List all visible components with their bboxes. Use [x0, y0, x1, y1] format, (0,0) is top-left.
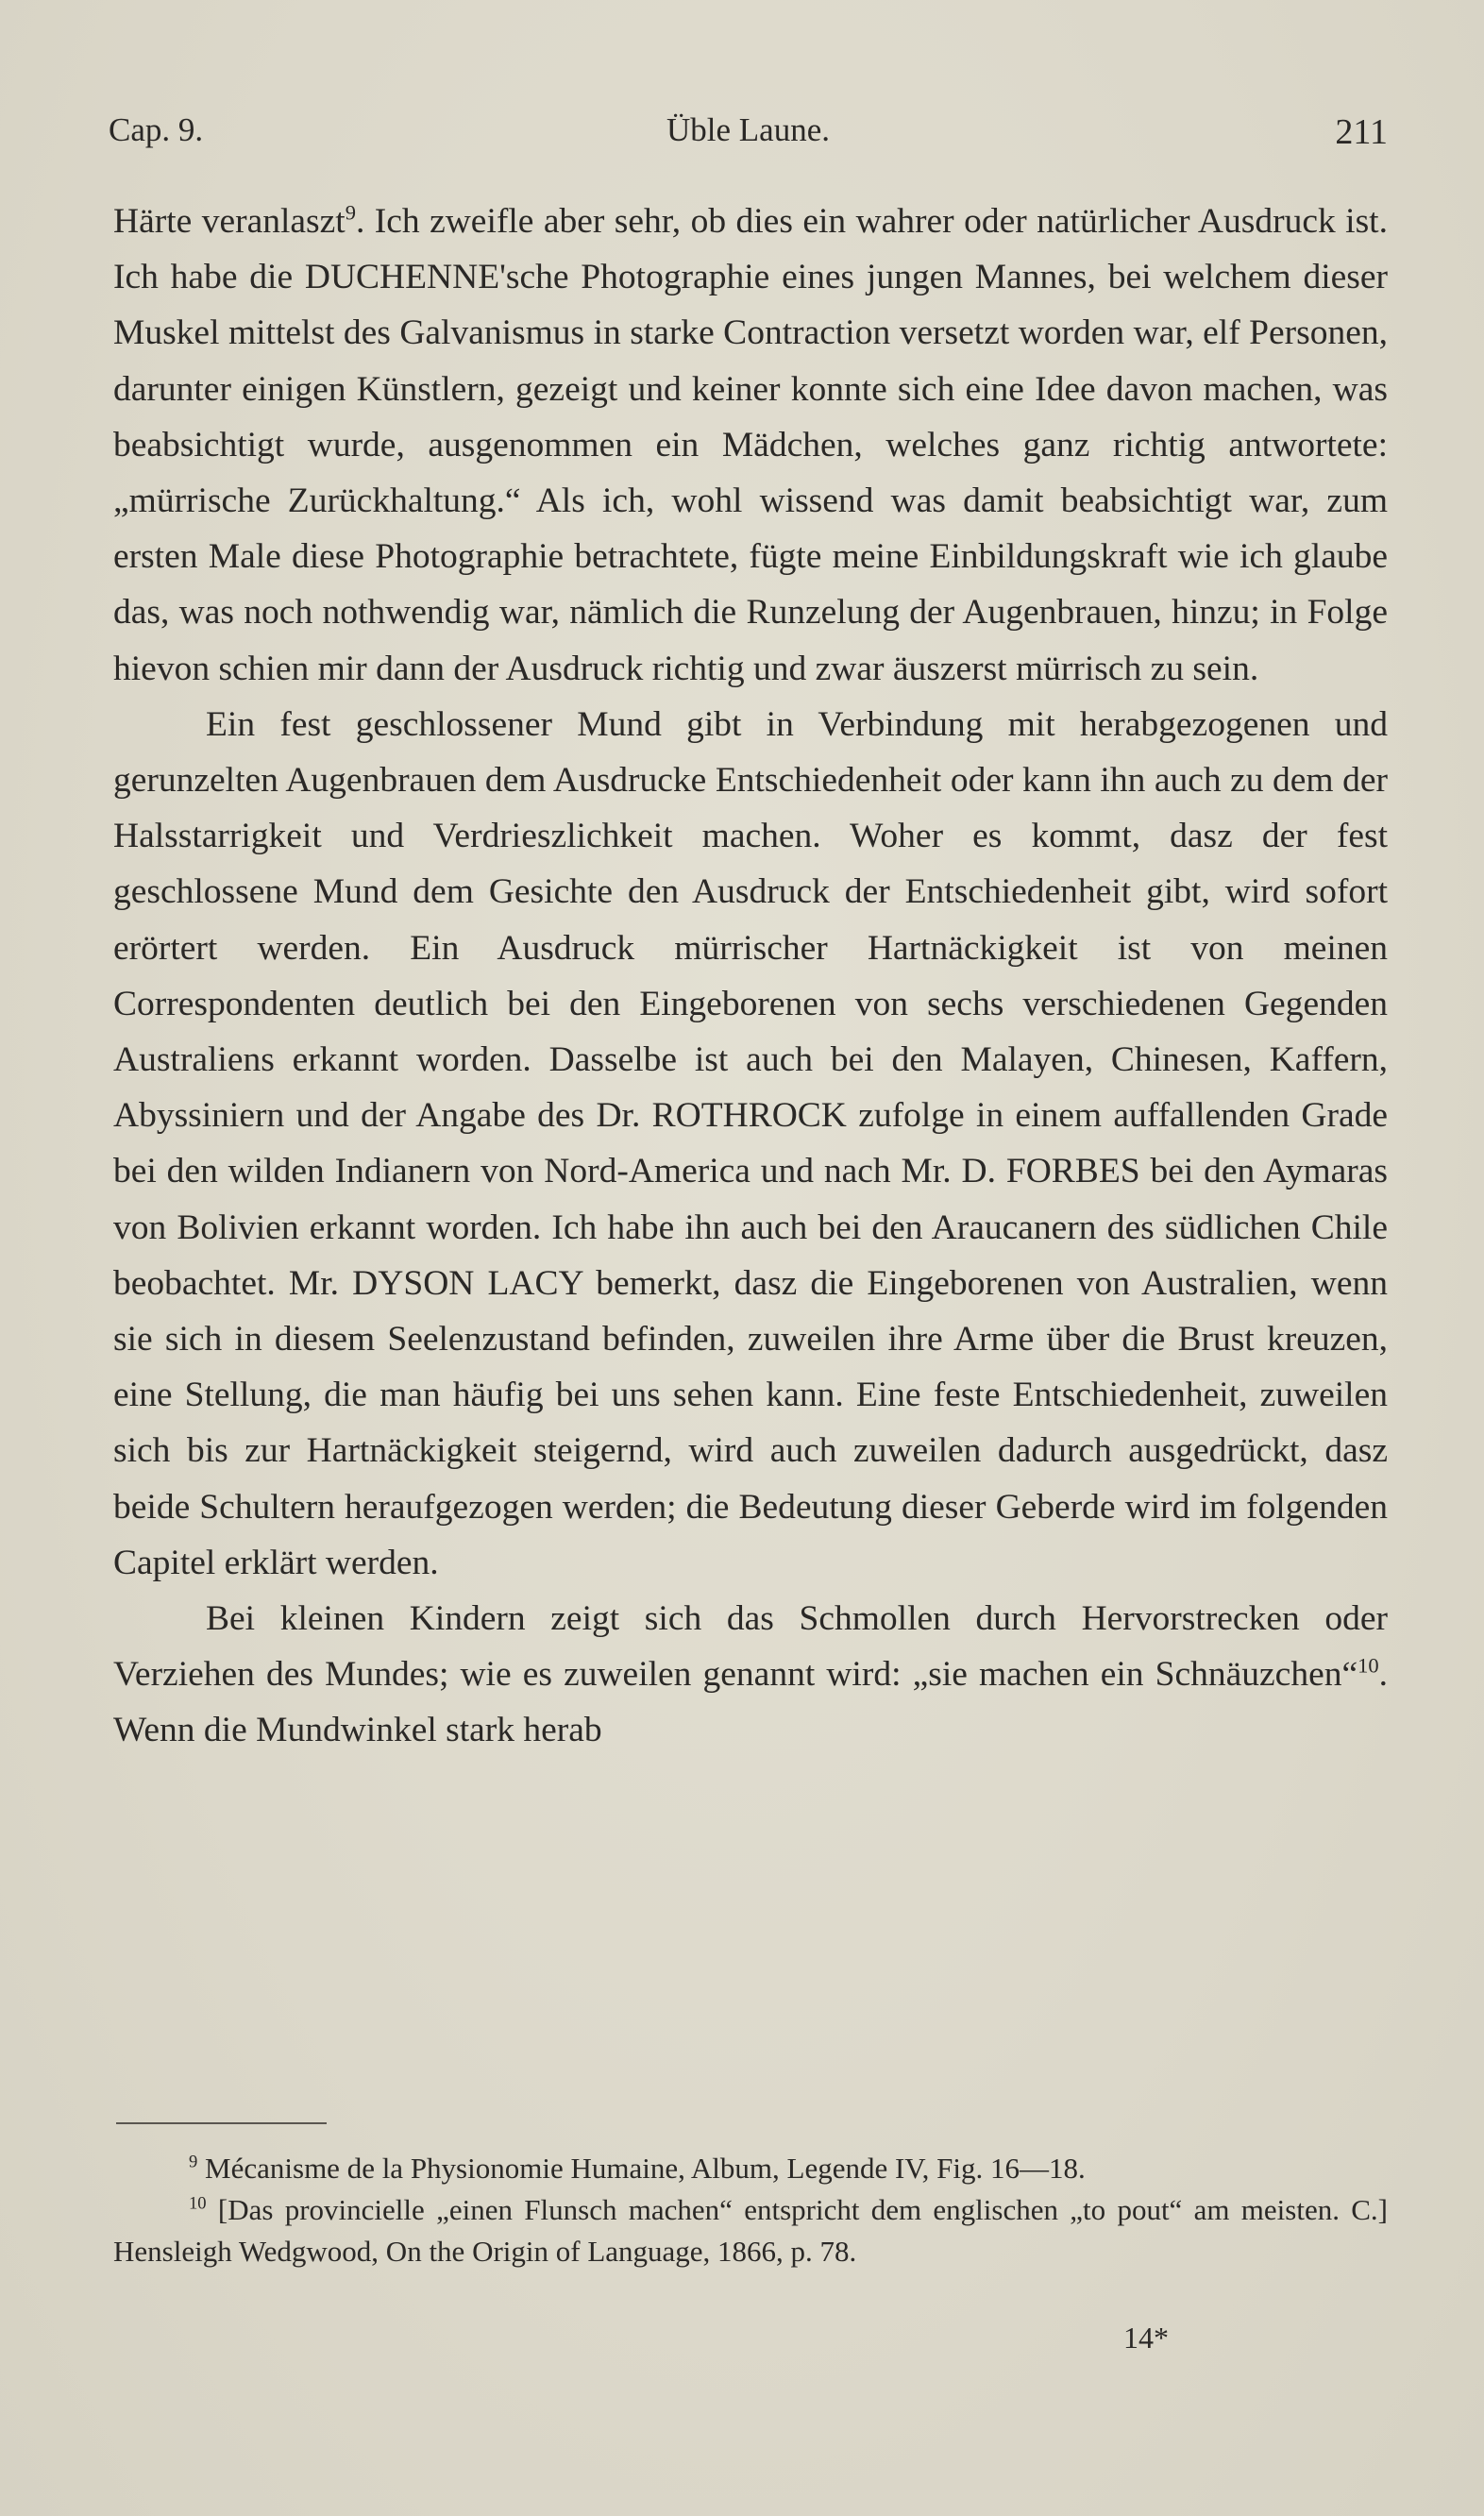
footnote-ref: 10	[1358, 1653, 1379, 1678]
footnote-ref: 9	[345, 200, 356, 225]
paragraph	[113, 1591, 1388, 1759]
footnote-marker: 9	[189, 2152, 198, 2172]
footnote	[113, 2148, 1388, 2189]
paragraph-text: Bei kleinen Kindern zeigt sich das Schmollen durch Hervorstrecken oder Verziehen des Mundes; wie es zuweilen genannt wird: „sie machen ein Schnäuzchen“	[113, 1599, 1388, 1695]
footnote-marker: 10	[189, 2193, 207, 2214]
paragraph	[113, 697, 1388, 1591]
paragraph	[113, 194, 1388, 697]
footnote-text: Mécanisme de la Physionomie Humaine, Album, Legende IV, Fig. 16—18.	[205, 2152, 1086, 2185]
footnote-divider	[116, 2122, 327, 2124]
body-text	[113, 194, 1388, 1759]
running-head	[109, 111, 1388, 159]
footnotes	[113, 2148, 1388, 2272]
page-number: 211	[1335, 112, 1388, 152]
paragraph-text: Härte veranlaszt	[113, 202, 346, 241]
chapter-title: Üble Laune.	[666, 111, 830, 148]
paragraph-text: Ein fest geschlossener Mund gibt in Verbindung mit herabgezogenen und gerunzelten Augenbrauen dem Ausdrucke Entschiedenheit oder kann ihn auch zu dem der Halsstarrigkeit und Verdrieszlichkeit machen. Woher es kommt, dasz der fest geschlossene Mund dem Gesichte den Ausdruck der Entschiedenheit gibt, wird sofort erörtert werden. Ein Ausdruck mürrischer Hartnäckigkeit ist von meinen Correspondenten deutlich bei den Eingeborenen von sechs verschiedenen Gegenden Australiens erkannt worden. Dasselbe ist auch bei den Malayen, Chinesen, Kaffern, Abyssiniern und der Angabe des Dr. ROTHROCK zufolge in einem auffallenden Grade bei den wilden Indianern von Nord-America und nach Mr. D. FORBES bei den Aymaras von Bolivien erkannt worden. Ich habe ihn auch bei den Araucanern des südlichen Chile beobachtet. Mr. DYSON LACY bemerkt, dasz die Eingeborenen von Australien, wenn sie sich in diesem Seelenzustand befinden, zuweilen ihre Arme über die Brust kreuzen, eine Stellung, die man häufig bei uns sehen kann. Eine feste Entschiedenheit, zuweilen sich bis zur Hartnäckigkeit steigernd, wird auch zuweilen dadurch ausgedrückt, dasz beide Schultern heraufgezogen werden; die Bedeutung dieser Geberde wird im folgenden Capitel erklärt werden.	[113, 704, 1388, 1582]
paragraph-text-continued: . Ich zweifle aber sehr, ob dies ein wahrer oder natürlicher Ausdruck ist. Ich habe die DUCHENNE'sche Photographie eines jungen Mannes, bei welchem dieser Muskel mittelst des Galvanismus in starke Contraction versetzt worden war, elf Personen, darunter einigen Künstlern, gezeigt und keiner konnte sich eine Idee davon machen, was beabsichtigt wurde, ausgenommen ein Mädchen, welches ganz richtig antwortete: „mürrische Zurückhaltung.“ Als ich, wohl wissend was damit beabsichtigt war, zum ersten Male diese Photographie betrachtete, fügte meine Einbildungskraft wie ich glaube das, was noch nothwendig war, nämlich die Runzelung der Augenbrauen, hinzu; in Folge hievon schien mir dann der Ausdruck richtig und zwar äuszerst mürrisch zu sein.	[113, 202, 1388, 688]
paragraph-text-continued: . Wenn die Mundwinkel stark herab	[113, 1655, 1388, 1750]
footnote	[113, 2189, 1388, 2272]
chapter-label: Cap. 9.	[109, 111, 204, 148]
printer-signature: 14*	[1123, 2321, 1169, 2355]
footnote-text: [Das provincielle „einen Flunsch machen“ entspricht dem englischen „to pout“ am meisten. C.] Hensleigh Wedgwood, On the Origin of Language, 1866, p. 78.	[113, 2193, 1389, 2268]
